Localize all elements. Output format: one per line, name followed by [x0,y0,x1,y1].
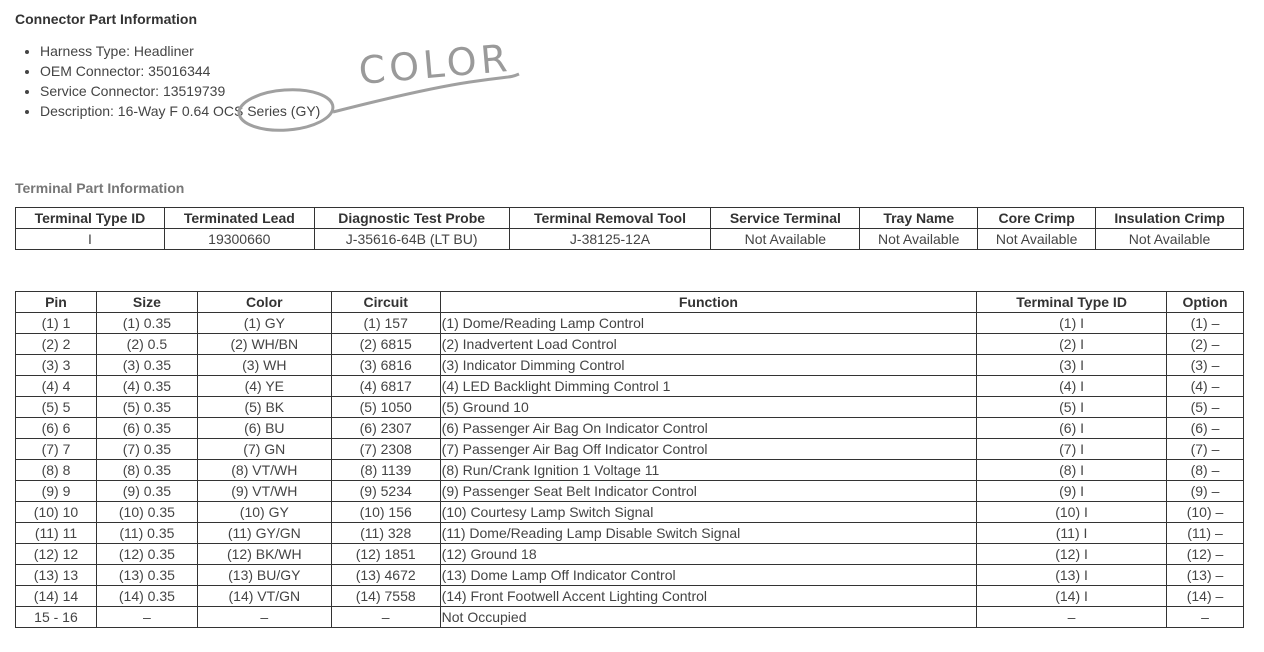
table-row [16,460,1244,481]
function-cell: (7) Passenger Air Bag Off Indicator Control [440,439,977,460]
table-row [16,334,1244,355]
terminal-type-cell: (1) I [977,313,1167,334]
table-row [16,502,1244,523]
terminal-type-cell: (14) I [977,586,1167,607]
th-circuit: Circuit [331,292,440,313]
table-row [16,376,1244,397]
option-cell: (4) – [1167,376,1244,397]
circuit-cell: (10) 156 [331,502,440,523]
terminal-type-cell: (13) I [977,565,1167,586]
size-cell: (13) 0.35 [96,565,197,586]
option-cell: (3) – [1167,355,1244,376]
color-cell: (8) VT/WH [197,460,331,481]
terminal-type-cell: (2) I [977,334,1167,355]
terminal-type-cell: (8) I [977,460,1167,481]
pin-cell: (3) 3 [16,355,97,376]
option-cell: (6) – [1167,418,1244,439]
size-cell: (5) 0.35 [96,397,197,418]
th-size: Size [96,292,197,313]
circuit-cell: (2) 6815 [331,334,440,355]
size-cell: (12) 0.35 [96,544,197,565]
table-row [16,418,1244,439]
size-cell: (3) 0.35 [96,355,197,376]
terminal-type-cell: (7) I [977,439,1167,460]
connector-info-list [15,41,320,121]
circuit-cell: (3) 6816 [331,355,440,376]
terminal-type-cell: – [977,607,1167,628]
cell: J-35616-64B (LT BU) [314,229,509,250]
th-color: Color [197,292,331,313]
color-cell: (7) GN [197,439,331,460]
option-cell: (12) – [1167,544,1244,565]
color-cell: (6) BU [197,418,331,439]
terminal-type-cell: (3) I [977,355,1167,376]
color-cell: (12) BK/WH [197,544,331,565]
pin-cell: 15 - 16 [16,607,97,628]
harness-type: • Harness Type: Headliner [40,41,320,61]
oem-connector: • OEM Connector: 35016344 [40,61,320,81]
option-cell: (10) – [1167,502,1244,523]
pin-cell: (1) 1 [16,313,97,334]
size-cell: (9) 0.35 [96,481,197,502]
size-cell: (7) 0.35 [96,439,197,460]
th-terminal-type-id: Terminal Type ID [977,292,1167,313]
size-cell: (1) 0.35 [96,313,197,334]
size-cell: (4) 0.35 [96,376,197,397]
option-cell: – [1167,607,1244,628]
th-tray-name: Tray Name [860,208,978,229]
option-cell: (14) – [1167,586,1244,607]
terminal-type-cell: (6) I [977,418,1167,439]
pin-table [15,291,1244,628]
th-terminated-lead: Terminated Lead [164,208,314,229]
circuit-cell: (12) 1851 [331,544,440,565]
circuit-cell: (1) 157 [331,313,440,334]
pin-cell: (7) 7 [16,439,97,460]
circuit-cell: (9) 5234 [331,481,440,502]
th-diagnostic-test-probe: Diagnostic Test Probe [314,208,509,229]
pin-cell: (5) 5 [16,397,97,418]
pin-cell: (14) 14 [16,586,97,607]
option-cell: (9) – [1167,481,1244,502]
terminal-type-cell: (9) I [977,481,1167,502]
size-cell: (14) 0.35 [96,586,197,607]
option-cell: (2) – [1167,334,1244,355]
terminal-info-title: Terminal Part Information [15,180,185,196]
size-cell: (2) 0.5 [96,334,197,355]
function-cell: (1) Dome/Reading Lamp Control [440,313,977,334]
table-row [16,397,1244,418]
table-row [16,313,1244,334]
th-service-terminal: Service Terminal [711,208,860,229]
cell: Not Available [978,229,1096,250]
size-cell: – [96,607,197,628]
terminal-row [16,229,1244,250]
function-cell: (5) Ground 10 [440,397,977,418]
color-cell: (2) WH/BN [197,334,331,355]
table-row [16,355,1244,376]
color-cell: (11) GY/GN [197,523,331,544]
terminal-type-cell: (11) I [977,523,1167,544]
color-cell: (10) GY [197,502,331,523]
color-cell: (3) WH [197,355,331,376]
cell: Not Available [711,229,860,250]
pin-cell: (12) 12 [16,544,97,565]
pin-table-body [16,313,1244,628]
function-cell: (3) Indicator Dimming Control [440,355,977,376]
cell: J-38125-12A [509,229,711,250]
th-insulation-crimp: Insulation Crimp [1096,208,1244,229]
terminal-table [15,207,1244,250]
circuit-cell: (6) 2307 [331,418,440,439]
connector-description: • Description: 16-Way F 0.64 OCS Series (GY) [40,101,320,121]
function-cell: (12) Ground 18 [440,544,977,565]
function-cell: (13) Dome Lamp Off Indicator Control [440,565,977,586]
color-cell: (14) VT/GN [197,586,331,607]
cell: Not Available [860,229,978,250]
circuit-cell: (8) 1139 [331,460,440,481]
circuit-cell: (11) 328 [331,523,440,544]
th-function: Function [440,292,977,313]
size-cell: (10) 0.35 [96,502,197,523]
function-cell: Not Occupied [440,607,977,628]
pin-cell: (4) 4 [16,376,97,397]
function-cell: (10) Courtesy Lamp Switch Signal [440,502,977,523]
circuit-cell: (7) 2308 [331,439,440,460]
table-row [16,523,1244,544]
option-cell: (8) – [1167,460,1244,481]
terminal-type-cell: (10) I [977,502,1167,523]
function-cell: (6) Passenger Air Bag On Indicator Control [440,418,977,439]
table-row [16,544,1244,565]
function-cell: (8) Run/Crank Ignition 1 Voltage 11 [440,460,977,481]
pin-cell: (6) 6 [16,418,97,439]
terminal-type-cell: (12) I [977,544,1167,565]
circuit-cell: (4) 6817 [331,376,440,397]
size-cell: (6) 0.35 [96,418,197,439]
circuit-cell: (5) 1050 [331,397,440,418]
cell: I [16,229,165,250]
function-cell: (11) Dome/Reading Lamp Disable Switch Signal [440,523,977,544]
size-cell: (8) 0.35 [96,460,197,481]
function-cell: (2) Inadvertent Load Control [440,334,977,355]
circuit-cell: (14) 7558 [331,586,440,607]
terminal-header-row [16,208,1244,229]
function-cell: (9) Passenger Seat Belt Indicator Control [440,481,977,502]
th-option: Option [1167,292,1244,313]
table-row [16,481,1244,502]
function-cell: (14) Front Footwell Accent Lighting Control [440,586,977,607]
color-cell: (13) BU/GY [197,565,331,586]
annotation-text: COLOR [356,35,513,93]
color-cell: (1) GY [197,313,331,334]
circuit-cell: – [331,607,440,628]
table-row [16,565,1244,586]
cell: 19300660 [164,229,314,250]
pin-cell: (13) 13 [16,565,97,586]
size-cell: (11) 0.35 [96,523,197,544]
pin-cell: (2) 2 [16,334,97,355]
color-cell: (9) VT/WH [197,481,331,502]
th-pin: Pin [16,292,97,313]
option-cell: (5) – [1167,397,1244,418]
circuit-cell: (13) 4672 [331,565,440,586]
color-cell: (4) YE [197,376,331,397]
cell: Not Available [1096,229,1244,250]
table-row [16,586,1244,607]
pin-cell: (10) 10 [16,502,97,523]
terminal-type-cell: (5) I [977,397,1167,418]
th-core-crimp: Core Crimp [978,208,1096,229]
th-terminal-type-id: Terminal Type ID [16,208,165,229]
service-connector: • Service Connector: 13519739 [40,81,320,101]
function-cell: (4) LED Backlight Dimming Control 1 [440,376,977,397]
pin-header-row [16,292,1244,313]
option-cell: (7) – [1167,439,1244,460]
option-cell: (11) – [1167,523,1244,544]
color-cell: (5) BK [197,397,331,418]
connector-info-title: Connector Part Information [15,11,198,27]
pin-cell: (8) 8 [16,460,97,481]
pin-cell: (11) 11 [16,523,97,544]
option-cell: (13) – [1167,565,1244,586]
table-row [16,439,1244,460]
terminal-type-cell: (4) I [977,376,1167,397]
table-row [16,607,1244,628]
option-cell: (1) – [1167,313,1244,334]
color-cell: – [197,607,331,628]
th-terminal-removal-tool: Terminal Removal Tool [509,208,711,229]
pin-cell: (9) 9 [16,481,97,502]
annotation-arrow-line [333,74,519,112]
